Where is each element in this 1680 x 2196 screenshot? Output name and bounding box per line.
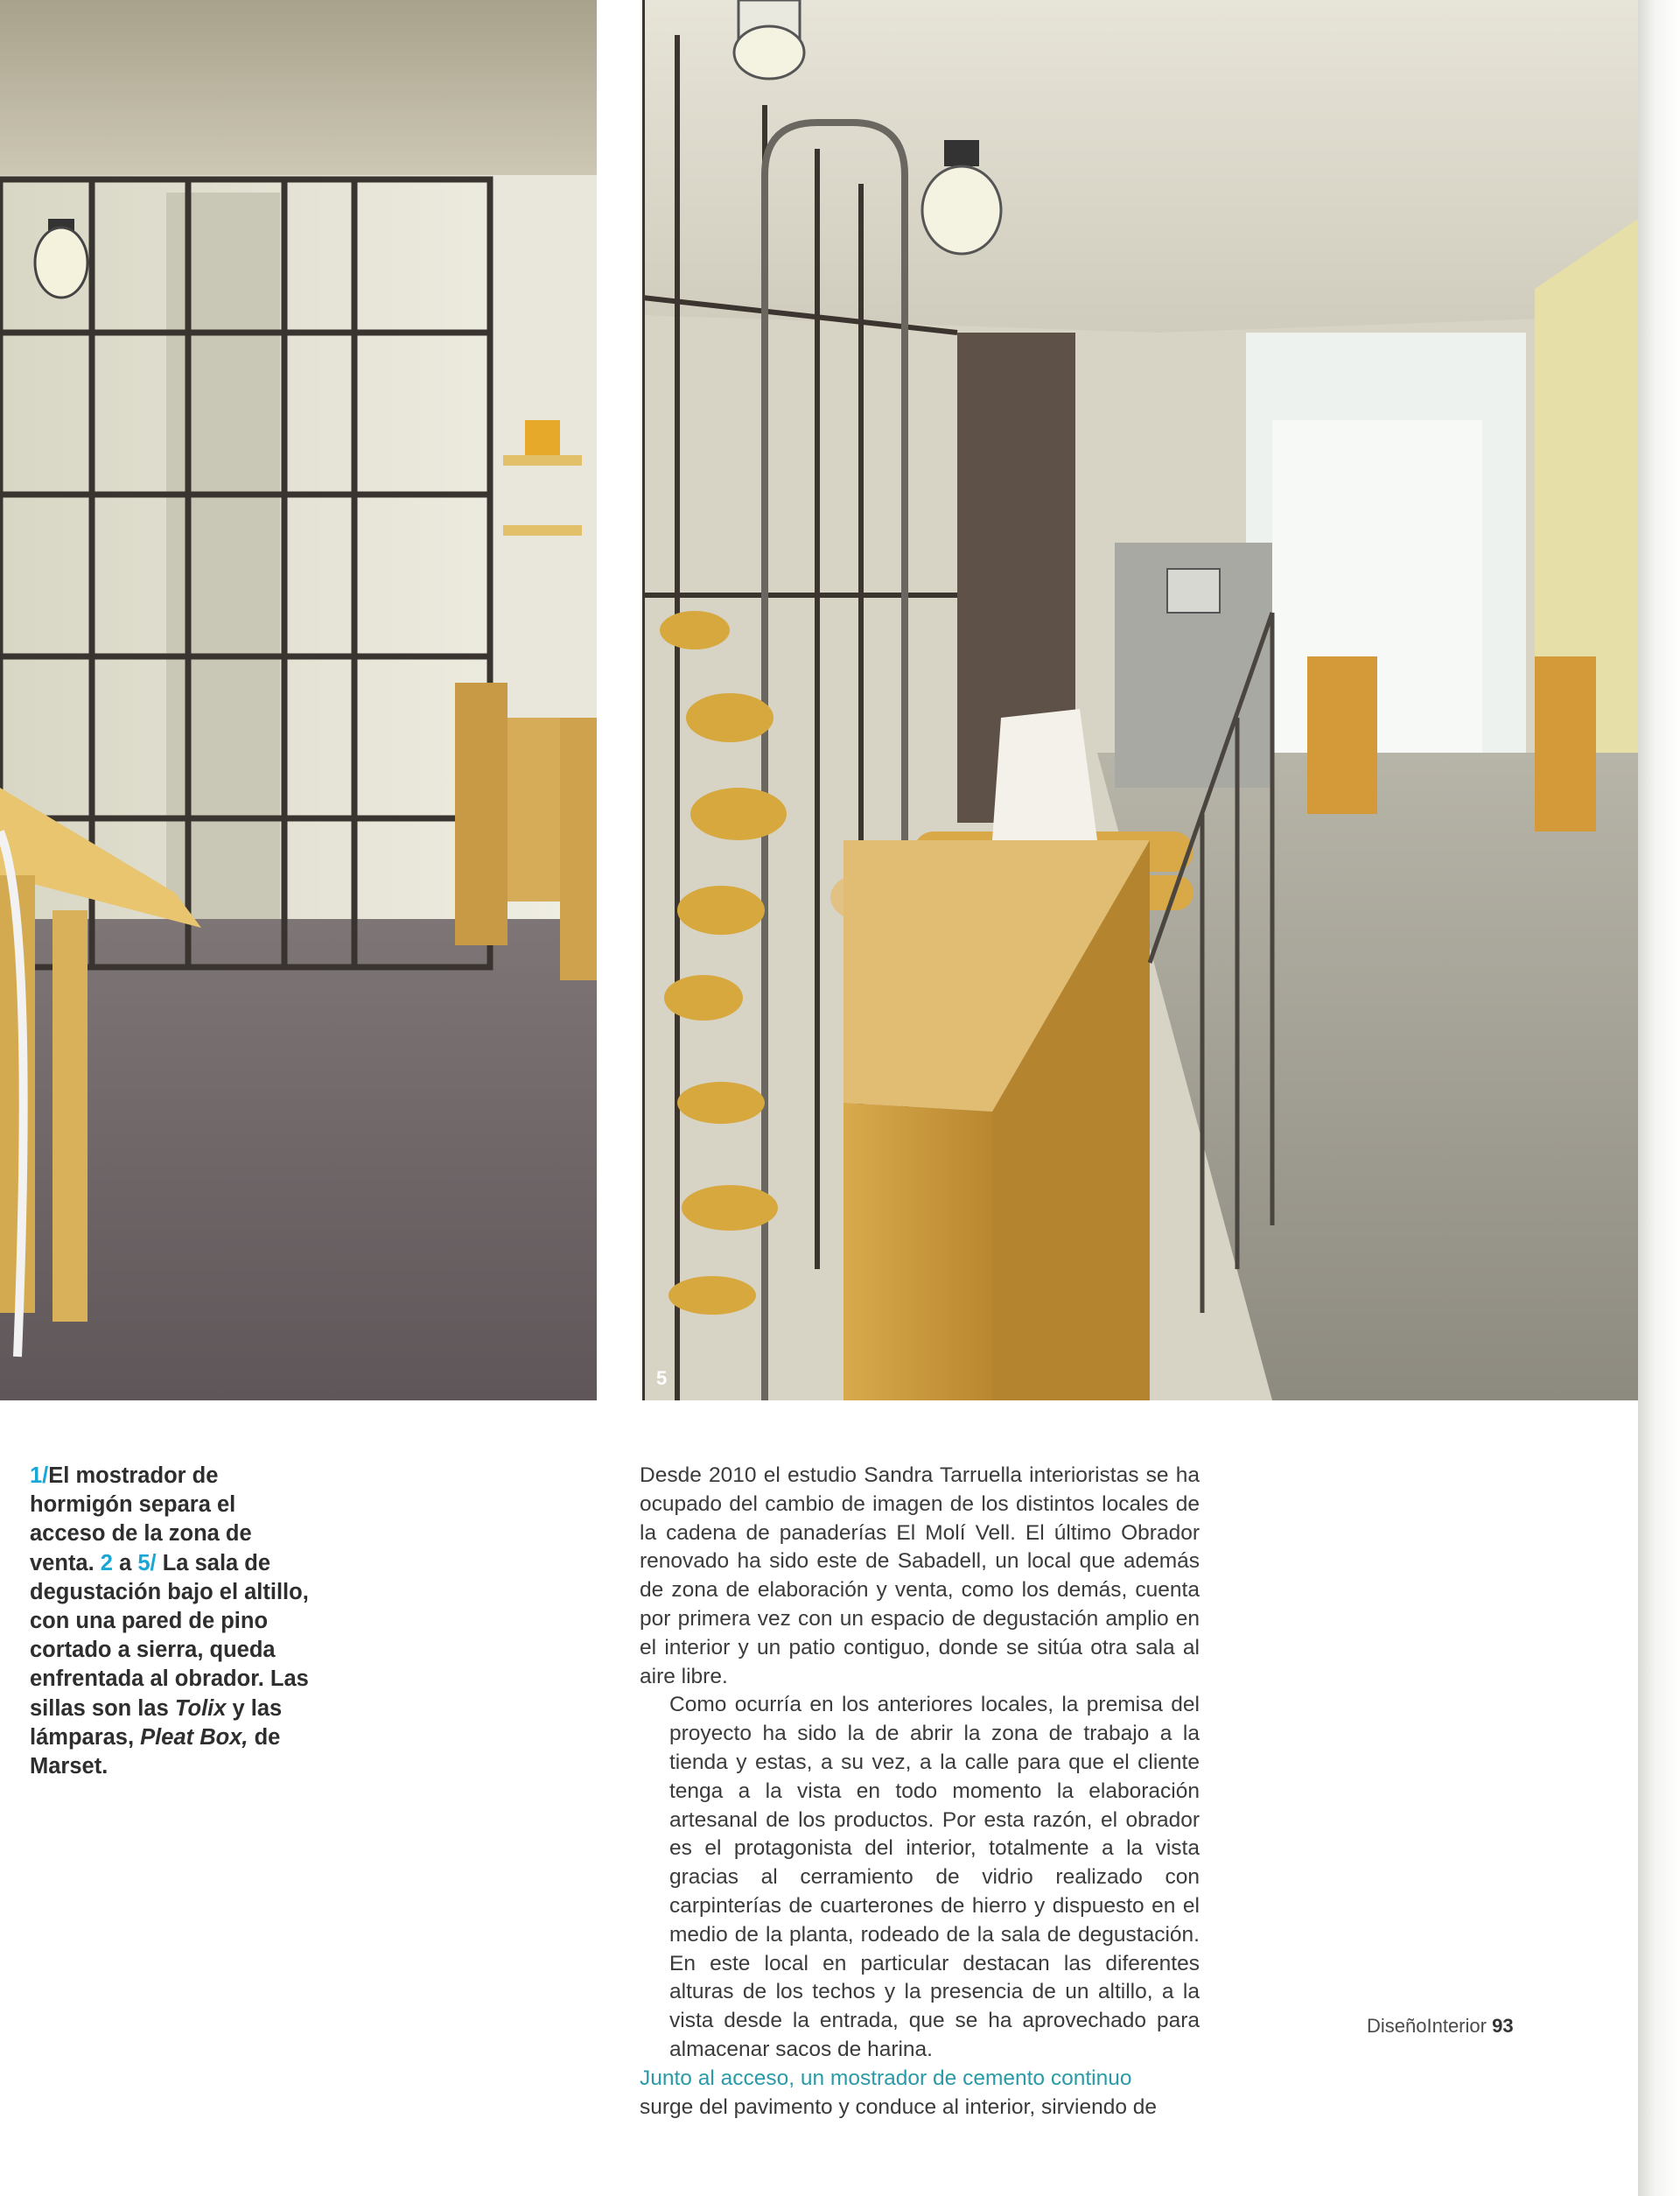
- caption-ref-3: 5/: [137, 1550, 157, 1575]
- photo-number: 5: [656, 1367, 668, 1389]
- page-gutter-edge: [1638, 0, 1680, 2196]
- body-paragraph-3-highlighted: Junto al acceso, un mostrador de cemento continuo: [640, 2066, 1132, 2090]
- body-paragraph-2: Como ocurría en los anteriores locales, la premisa del proyecto ha sido la de abrir la zona de trabajo a la tienda y estas, a su vez, a la calle para que el cliente tenga a la vista en todo momento la elaboración artesanal de los productos. Por esta razón, el obrador es el protagonista del interior, totalmente a la vista gracias al cerramiento de vidrio realizado con carpinterías de cuarterones de hierro y dispuesto en el medio de la planta, rodeado de la sala de degustación. En este local en particular destacan las diferentes alturas de los techos y la presencia de un altillo, a la vista desde la entrada, que se ha aprovechado para almacenar sacos de harina.: [669, 1693, 1200, 2061]
- page-folio: [1367, 2015, 1514, 2038]
- article-body: [640, 1462, 1200, 2122]
- caption-ref-2: 2: [100, 1550, 113, 1575]
- caption-text-3: y las lámparas,: [30, 1695, 283, 1750]
- caption-pleat-box: Pleat Box,: [140, 1724, 248, 1750]
- bakery-dining-room-photo-icon: [0, 0, 597, 1400]
- bakery-workshop-photo-icon: [642, 0, 1638, 1400]
- photo-workshop: [642, 0, 1638, 1400]
- body-paragraph-3-continued: surge del pavimento y conduce al interior, sirviendo de: [640, 2094, 1158, 2119]
- caption-ref-1: 1/: [30, 1463, 49, 1488]
- magazine-name: DiseñoInterior: [1367, 2015, 1487, 2037]
- caption-text-2: La sala de degustación bajo el altillo, con una pared de pino cortado a sierra, queda enfrentada al obrador. Las sillas son las: [30, 1550, 309, 1721]
- caption-connector: a: [119, 1550, 132, 1575]
- caption-text-4: de Marset.: [30, 1724, 281, 1779]
- page-number: 93: [1492, 2015, 1514, 2037]
- caption-tolix: Tolix: [174, 1695, 227, 1721]
- photo-caption: [30, 1462, 310, 1781]
- caption-text-1: El mostrador de hormigón separa el acceso de la zona de venta.: [30, 1463, 252, 1575]
- body-paragraph-1: Desde 2010 el estudio Sandra Tarruella interioristas se ha ocupado del cambio de imagen de los distintos locales de la cadena de panaderías El Molí Vell. El último Obrador renovado ha sido este de Sabadell, un local que además de zona de elaboración y venta, como los demás, cuenta por primera vez con un espacio de degustación amplio en el interior y un patio contiguo, donde se sitúa otra sala al aire libre.: [640, 1463, 1200, 1688]
- photo-dining-room: [0, 0, 597, 1400]
